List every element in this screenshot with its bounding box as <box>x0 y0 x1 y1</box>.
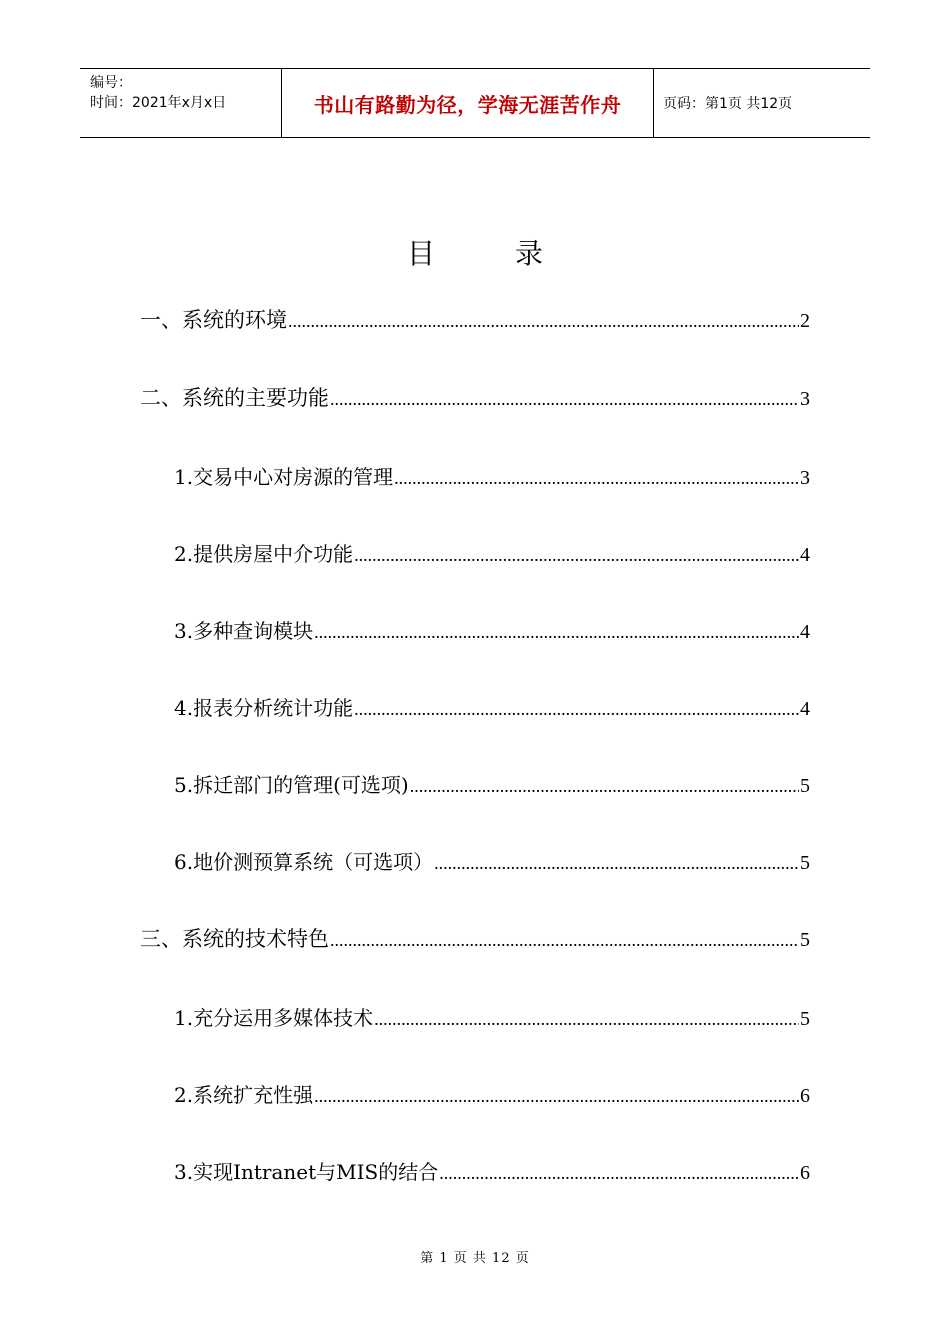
toc-entry[interactable] <box>140 382 810 412</box>
toc-leader-dots <box>288 311 799 332</box>
toc-entry-page: 5 <box>800 1008 810 1030</box>
toc-entry-text: 1.交易中心对房源的管理 <box>174 465 394 489</box>
toc-entry-page: 6 <box>800 1162 810 1184</box>
toc-leader-dots <box>439 1163 799 1184</box>
toc-title-right: 录 <box>515 237 544 270</box>
toc-leader-dots <box>394 468 799 489</box>
toc-entry-text: 一、系统的环境 <box>140 308 287 332</box>
toc-entry[interactable] <box>174 615 810 644</box>
toc-entry-text: 1.充分运用多媒体技术 <box>174 1006 374 1030</box>
toc-entry-text: 2.提供房屋中介功能 <box>174 542 354 566</box>
page-footer: 第 1 页 共 12 页 <box>420 1251 530 1266</box>
toc-leader-dots <box>374 1009 799 1030</box>
header-page-info: 页码：第1页 共12页 <box>663 96 793 112</box>
toc-entry-page: 6 <box>800 1085 810 1107</box>
toc-entry[interactable] <box>140 304 810 334</box>
toc-entry[interactable] <box>174 1002 810 1031</box>
toc-entry-text: 3.多种查询模块 <box>174 619 314 643</box>
toc-leader-dots <box>410 776 799 797</box>
toc-entry-page: 5 <box>800 775 810 797</box>
toc-entry[interactable] <box>174 461 810 490</box>
toc-entry-text: 3.实现Intranet与MIS的结合 <box>174 1160 439 1184</box>
toc-entry[interactable] <box>140 923 810 953</box>
page-header <box>80 68 870 138</box>
toc-entry[interactable] <box>174 692 810 721</box>
toc-title <box>0 232 950 272</box>
toc-entry-page: 2 <box>800 310 810 332</box>
toc-entry-text: 6.地价测预算系统（可选项） <box>174 850 434 874</box>
toc-leader-dots <box>314 1086 799 1107</box>
toc-entry-text: 三、系统的技术特色 <box>140 927 329 951</box>
toc-leader-dots <box>354 545 799 566</box>
toc-entry-text: 5.拆迁部门的管理(可选项) <box>174 773 409 797</box>
toc-leader-dots <box>314 622 799 643</box>
toc-entry[interactable] <box>174 538 810 567</box>
toc-entry-page: 4 <box>800 698 810 720</box>
toc-entry-text: 2.系统扩充性强 <box>174 1083 314 1107</box>
toc-entry[interactable] <box>174 769 810 798</box>
toc-entry[interactable] <box>174 846 810 875</box>
toc-entry-page: 5 <box>800 852 810 874</box>
header-time-label: 时间：2021年x月x日 <box>90 95 227 111</box>
toc-entry-page: 4 <box>800 544 810 566</box>
toc-entry[interactable] <box>174 1156 810 1185</box>
toc-entry-text: 二、系统的主要功能 <box>140 386 329 410</box>
toc-leader-dots <box>354 699 799 720</box>
toc-entry-page: 5 <box>800 929 810 951</box>
toc-entry-page: 3 <box>800 467 810 489</box>
toc-title-left: 目 <box>406 237 435 270</box>
toc-entry-page: 4 <box>800 621 810 643</box>
toc-leader-dots <box>330 389 799 410</box>
toc-entry-page: 3 <box>800 388 810 410</box>
header-number-label: 编号： <box>90 75 132 91</box>
toc-entry-text: 4.报表分析统计功能 <box>174 696 354 720</box>
header-meta <box>80 69 282 137</box>
toc-leader-dots <box>434 853 799 874</box>
header-motto: 书山有路勤为径，学海无涯苦作舟 <box>282 69 654 137</box>
toc-leader-dots <box>330 930 799 951</box>
toc-entry[interactable] <box>174 1079 810 1108</box>
